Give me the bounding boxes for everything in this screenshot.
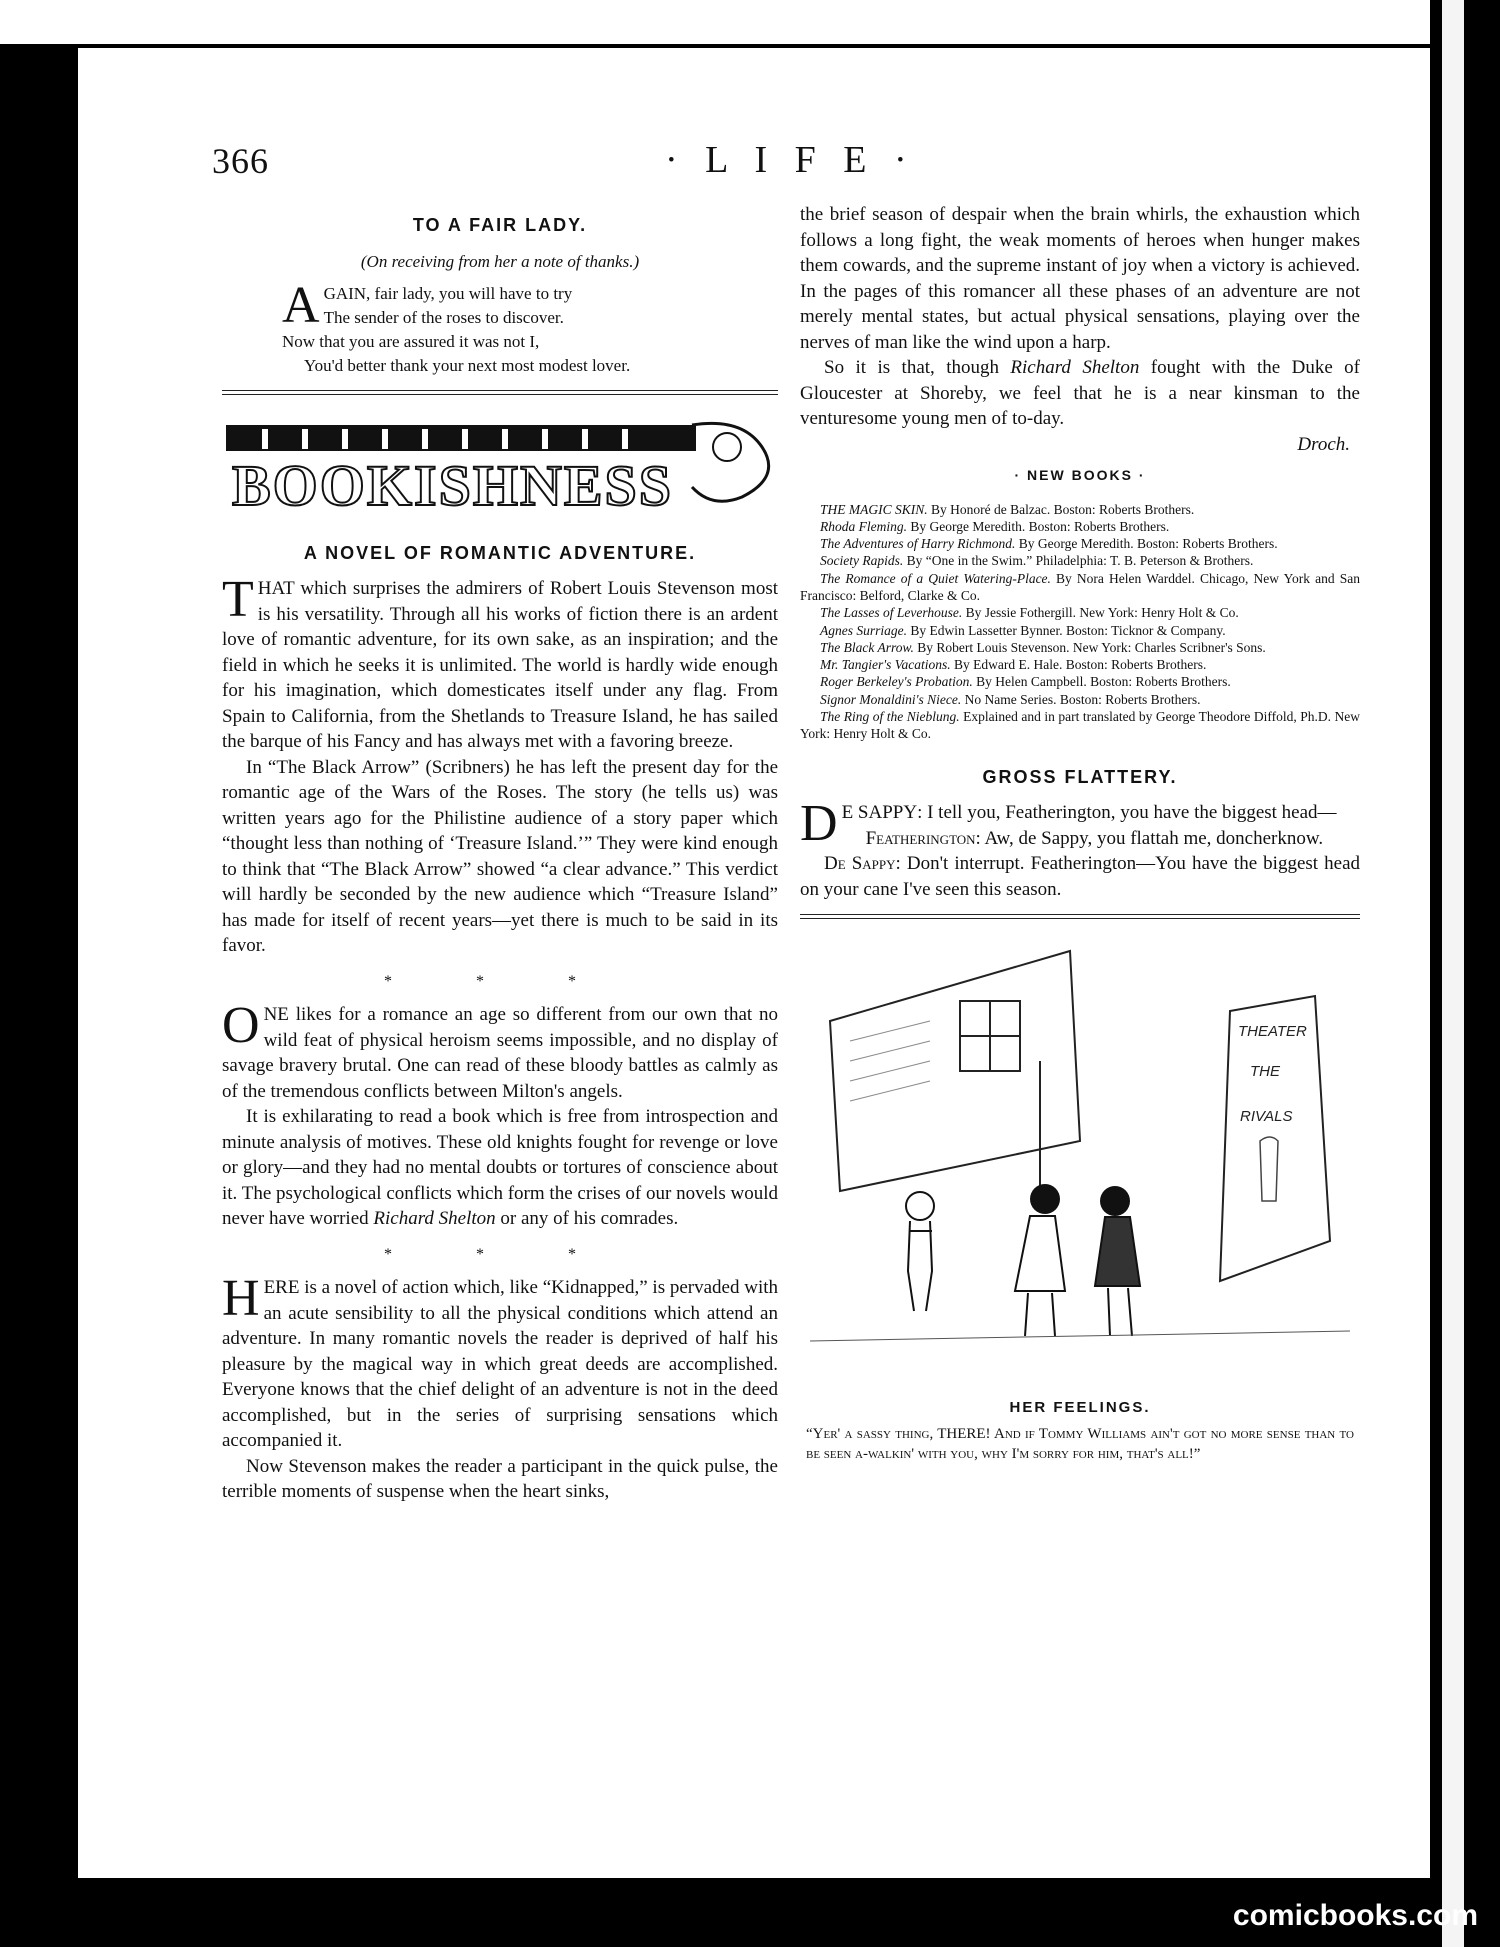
speaker-name: De Sappy [824, 853, 896, 875]
boy-right [1095, 1186, 1140, 1336]
poster-figure [1260, 1137, 1278, 1201]
girl-center [1015, 1184, 1065, 1336]
book-details: Explained and in part translated by George Theodore Diffold, Ph.D. New York: Henry Holt & Co. [800, 709, 1360, 742]
poem-title: TO A FAIR LADY. [412, 215, 588, 235]
cartoon-caption: “Yer' a sassy thing, THERE! And if Tommy Williams ain't got no more sense than to be seen a-walkin' with you, why I'm sorry for him, that's all!” [806, 1426, 1354, 1463]
cherub-icon [713, 433, 741, 461]
book-title: THE MAGIC SKIN. [820, 501, 928, 517]
poster-text-3: RIVALS [1240, 1108, 1293, 1126]
book-details: By George Meredith. Boston: Roberts Brothers. [1015, 536, 1278, 552]
poem-line-3: Now that you are assured it was not I, [282, 332, 540, 351]
book-item [800, 673, 1360, 690]
book-title: Rhoda Fleming. [820, 518, 907, 534]
speech-text: : Don't interrupt. Featherington—You have the biggest head on your cane I've seen this season. [800, 853, 1360, 900]
new-books-list [800, 501, 1360, 743]
review-dropcap-5: H [222, 1270, 260, 1327]
masthead: · L I F E · [665, 139, 916, 181]
book-title: Signor Monaldini's Niece. [820, 691, 962, 707]
review-paragraph-3 [222, 997, 778, 1104]
poster-text-2: THE [1250, 1063, 1280, 1081]
review-paragraph-2: In “The Black Arrow” (Scribners) he has left the present day for the romantic age of the Wars of the Roses. The story (he tells us) was written years ago for the Philistine audience of a story paper which “thought less than nothing of ‘Treasure Island.’” They were kind enough to think that “The Black Arrow” showed “a clear advance.” This verdict will hardly be seconded by the new audience which “Treasure Island” has made for itself of recent years—yet there is much to be said in its favor. [222, 756, 778, 956]
book-details: By Jessie Fothergill. New York: Henry Holt & Co. [962, 605, 1239, 621]
poster-text-1: THEATER [1238, 1023, 1307, 1041]
watermark: comicbooks.com [1232, 1899, 1478, 1932]
building-shading [850, 1021, 930, 1101]
banner-text: BOOKISHNESS [232, 453, 674, 518]
review-dropcap-3: O [222, 997, 260, 1054]
scan-top-strip [0, 0, 1430, 44]
child-left [906, 1192, 934, 1311]
book-item [800, 708, 1360, 743]
poem-dropcap: A [282, 277, 320, 334]
review-paragraph-5 [222, 1270, 779, 1454]
review-p4-text-a: It is exhilarating to read a book which is free from introspection and minute analysis of motives. These old knights fought for revenge or love or glory—and they had no mental doubts or tortures of conscience about it. The psychological conflicts which form the crises of our novels would never have worried [222, 1106, 778, 1229]
book-title: Society Rapids. [820, 553, 904, 569]
section-stars-1: * * * [384, 972, 616, 990]
book-details: By Edward E. Hale. Boston: Roberts Brothers. [950, 657, 1207, 673]
poem-subtitle: (On receiving from her a note of thanks.) [360, 251, 640, 271]
book-details: No Name Series. Boston: Roberts Brothers. [961, 691, 1201, 707]
review-p5-text: ERE is a novel of action which, like “Kidnapped,” is pervaded with an acute sensibility to all the physical conditions which attend an adventure. In many romantic novels the reader is deprived of half his pleasure by the magical way in which great deeds are accomplished. Everyone knows that the chief delight of an adventure is not in the deed accomplished, but in the series of surprising sensations which accompanied it. [222, 1277, 779, 1451]
book-item [800, 639, 1360, 656]
book-title: The Romance of a Quiet Watering-Place. [820, 570, 1051, 586]
poem-line-1: GAIN, fair lady, you will have to try [323, 284, 573, 303]
next-page-edge [1442, 0, 1464, 1947]
flattery-line-3 [800, 851, 1360, 902]
right-column [800, 202, 1360, 1464]
section-divider [800, 914, 1360, 919]
poem-line-2: The sender of the roses to discover. [323, 308, 564, 327]
flattery-line-2 [800, 826, 1360, 852]
book-title: The Black Arrow. [820, 639, 914, 655]
review-paragraph-1 [222, 571, 778, 755]
book-item [800, 501, 1360, 518]
book-title: Roger Berkeley's Probation. [820, 674, 973, 690]
review-p4-name: Richard Shelton [373, 1208, 496, 1229]
speech-text: : I tell you, Featherington, you have the biggest head— [917, 802, 1337, 824]
cartoon-caption-title: HER FEELINGS. [1009, 1398, 1151, 1416]
review-p4-text-b: or any of his comrades. [495, 1208, 679, 1229]
book-details: By George Meredith. Boston: Roberts Brothers. [907, 518, 1170, 534]
speaker-name: E SAPPY [841, 802, 918, 824]
book-item [800, 691, 1360, 708]
review-title: A NOVEL OF ROMANTIC ADVENTURE. [303, 542, 697, 563]
review-paragraph-6: Now Stevenson makes the reader a participant in the quick pulse, the terrible moments of suspense when the heart sinks, [222, 1455, 778, 1502]
book-title: The Adventures of Harry Richmond. [820, 536, 1016, 552]
poem [282, 277, 778, 378]
section-stars-2: * * * [384, 1245, 616, 1263]
book-item [800, 622, 1360, 639]
book-title: Mr. Tangier's Vacations. [820, 657, 951, 673]
page-number: 366 [212, 141, 269, 181]
review-signature: Droch. [1297, 433, 1350, 455]
book-item [800, 535, 1360, 552]
poem-line-4: You'd better thank your next most modest lover. [304, 356, 631, 375]
cartoon-illustration [810, 941, 1350, 1381]
review-dropcap-1: T [222, 571, 254, 628]
book-details: By Nora Helen Warddel. Chicago, New York and San Francisco: Belford, Clarke & Co. [800, 570, 1360, 603]
book-details: By Helen Campbell. Boston: Roberts Brothers. [972, 674, 1231, 690]
flattery-dropcap: D [800, 795, 838, 853]
review-p1-text: HAT which surprises the admirers of Robert Louis Stevenson most is his versatility. Through all his works of fiction there is an ardent love of romantic adventure, for its own sake, as an inspiration; and the field in which he seeks it is unlimited. The world is hardly wide enough for his imagination, which domesticates itself under any flag. From Spain to California, from the Shetlands to Treasure Island, he has sailed the barque of his Fancy and has always met with a favoring breeze. [222, 578, 778, 752]
building [830, 951, 1080, 1201]
review-p8-text-b: fought with the Duke of Gloucester at Shoreby, we feel that he is a near kinsman to the venturesome young men of to-day. [800, 357, 1360, 429]
review-paragraph-8 [800, 355, 1360, 432]
book-item [800, 570, 1360, 605]
book-details: By Honoré de Balzac. Boston: Roberts Brothers. [927, 501, 1195, 517]
book-title: The Ring of the Nieblung. [820, 709, 960, 725]
review-p8-text-a: So it is that, though [824, 357, 1011, 378]
left-column [222, 205, 778, 1505]
bookishness-banner [222, 417, 782, 525]
flattery-title: GROSS FLATTERY. [982, 766, 1178, 787]
book-details: By Robert Louis Stevenson. New York: Charles Scribner's Sons. [913, 639, 1266, 655]
section-divider [222, 390, 778, 395]
review-p8-name: Richard Shelton [1010, 357, 1140, 378]
book-item [800, 604, 1360, 621]
cherub-scroll [692, 423, 769, 501]
book-item [800, 518, 1360, 535]
review-p3-text: NE likes for a romance an age so different from our own that no wild feat of physical heroism seems impossible, and no display of savage bravery brutal. One can read of these bloody battles as calmly as of the tremendous conflicts between Milton's angels. [222, 1004, 778, 1102]
speaker-name: Featherington [865, 827, 976, 849]
book-details: By “One in the Swim.” Philadelphia: T. B. Peterson & Brothers. [903, 553, 1254, 569]
book-item [800, 656, 1360, 673]
new-books-heading: · NEW BOOKS · [1014, 467, 1146, 483]
review-paragraph-4 [222, 1104, 778, 1232]
theater-poster [1220, 996, 1330, 1281]
book-item [800, 552, 1360, 569]
book-title: The Lasses of Leverhouse. [820, 605, 963, 621]
scan-right-edge [1430, 0, 1500, 1947]
book-details: By Edwin Lassetter Bynner. Boston: Ticknor & Company. [907, 622, 1226, 638]
review-paragraph-7: the brief season of despair when the brain whirls, the exhaustion which follows a long fight, the weak moments of heroes when hunger makes them cowards, and the supreme instant of joy when a victory is achieved. In the pages of this romancer all these phases of an adventure are not merely mental states, but actual physical sensations, playing over the nerves of man like the wind upon a harp. [800, 204, 1360, 353]
speech-text: : Aw, de Sappy, you flattah me, doncherknow. [975, 827, 1324, 849]
book-title: Agnes Surriage. [820, 622, 907, 638]
street-line [810, 1331, 1350, 1341]
